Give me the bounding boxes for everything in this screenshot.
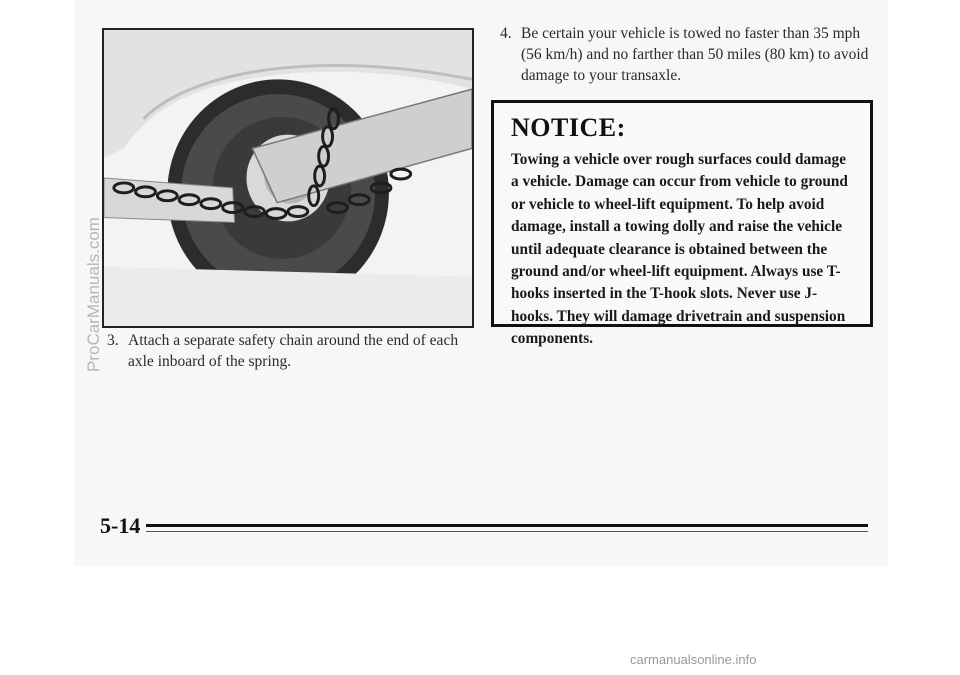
step-3	[107, 330, 487, 372]
notice-heading: NOTICE:	[511, 113, 626, 142]
notice-body: Towing a vehicle over rough surfaces could damage a vehicle. Damage can occur from vehicle to ground or vehicle to wheel-lift equipment. To help avoid damage, install a towing dolly and raise the vehicle until adequate clearance is obtained between the ground and/or wheel-lift equipment. Always use T-hooks inserted in the T-hook slots. Never use J-hooks. They will damage drivetrain and suspension components.	[511, 151, 848, 348]
notice-box	[491, 100, 873, 348]
page-number: 5-14	[100, 513, 141, 538]
footer-rule-thin	[146, 531, 868, 532]
step-3-text: Attach a separate safety chain around the end of each axle inboard of the spring.	[128, 332, 459, 370]
wheel-axle-chain-drawing	[104, 30, 472, 326]
safety-chain-illustration	[102, 28, 474, 328]
step-3-number: 3.	[107, 332, 119, 349]
step-4	[500, 23, 870, 86]
bottom-watermark: carmanualsonline.info	[630, 652, 757, 667]
footer-rule-thick	[146, 524, 868, 527]
side-watermark: ProCarManuals.com	[84, 217, 103, 372]
step-4-text: Be certain your vehicle is towed no faster than 35 mph (56 km/h) and no farther than 50 miles (80 km) to avoid damage to your transaxle.	[521, 25, 869, 84]
step-4-number: 4.	[500, 25, 512, 42]
